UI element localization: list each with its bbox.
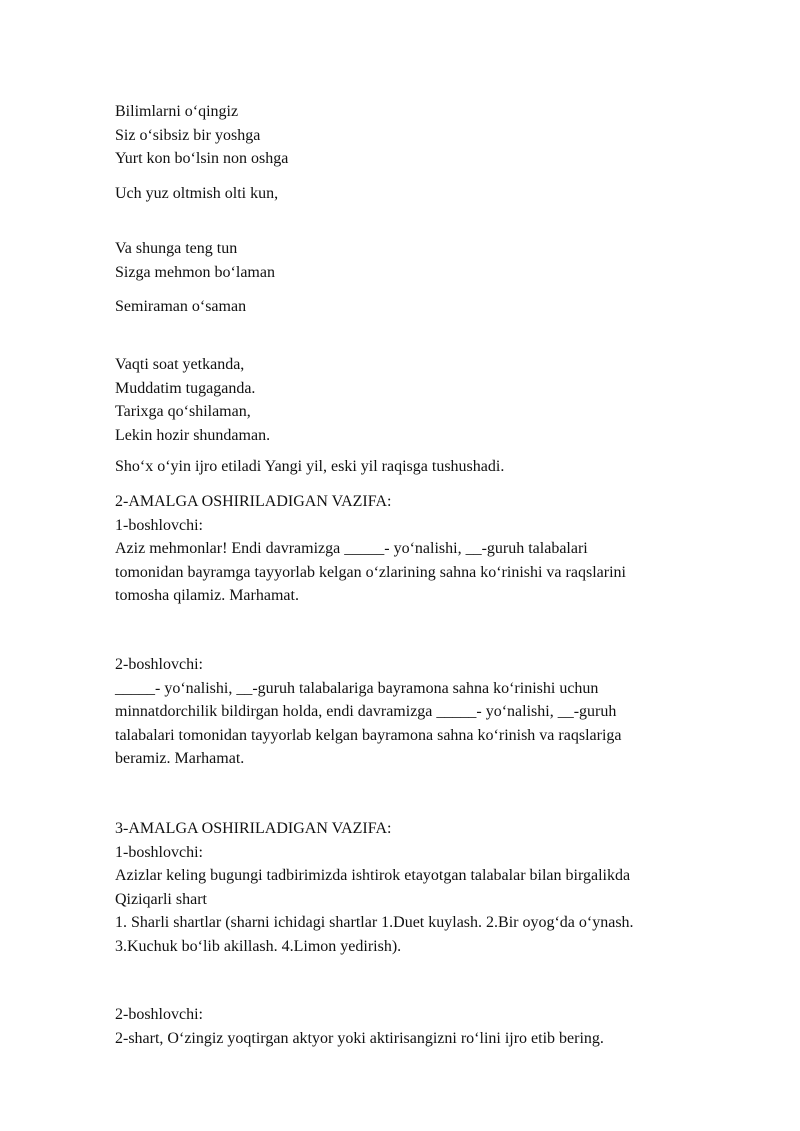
poem-line-semiraman	[115, 295, 735, 319]
task-heading: 3-AMALGA OSHIRILADIGAN VAZIFA:	[115, 820, 392, 837]
poem-line-uch	[115, 182, 735, 206]
narration-text: Sho‘x o‘yin ijro etiladi Yangi yil, eski yil raqisga tushushadi.	[115, 458, 505, 475]
host-text-line: beramiz. Marhamat.	[115, 750, 245, 767]
host-label: 2-boshlovchi:	[115, 656, 203, 673]
poem-line: Vaqti soat yetkanda,	[115, 356, 245, 373]
poem-line: Semiraman o‘saman	[115, 298, 247, 315]
poem-line: Bilimlarni o‘qingiz	[115, 103, 239, 120]
poem-line: Siz o‘sibsiz bir yoshga	[115, 126, 261, 144]
poem-line: Tarixga qo‘shilaman,	[115, 403, 251, 420]
poem-stanza-2	[115, 237, 735, 284]
poem-line: Yurt kon bo‘lsin non oshga	[115, 150, 289, 167]
host-label: 1-boshlovchi:	[115, 516, 203, 534]
poem-line: Va shunga teng tun	[115, 240, 238, 257]
poem-stanza-1	[115, 100, 735, 171]
poem-stanza-3	[115, 353, 735, 447]
poem-line: Muddatim tugaganda.	[115, 379, 256, 397]
narration	[115, 455, 735, 479]
host-label: 2-boshlovchi:	[115, 1006, 203, 1023]
task-2-section	[115, 490, 735, 608]
host-text-line: Azizlar keling bugungi tadbirimizda ishtirok etayotgan talabalar bilan birgalikda	[115, 867, 631, 884]
host-label: 1-boshlovchi:	[115, 843, 203, 861]
host-text-line: talabalari tomonidan tayyorlab kelgan bayramona sahna ko‘rinish va raqslariga	[115, 726, 622, 744]
host-text-line: 1. Sharli shartlar (sharni ichidagi shartlar 1.Duet kuylash. 2.Bir oyog‘da o‘ynash.	[115, 914, 634, 931]
host-text-line: Qiziqarli shart	[115, 890, 207, 908]
host-text-line: tomosha qilamiz. Marhamat.	[115, 587, 299, 604]
poem-line: Sizga mehmon bo‘laman	[115, 263, 275, 281]
task-3-section	[115, 817, 735, 958]
host-text-line: tomonidan bayramga tayyorlab kelgan o‘zlarining sahna ko‘rinishi va raqslarini	[115, 563, 626, 581]
host-text-line: Aziz mehmonlar! Endi davramizga _____- yo‘nalishi, __-guruh talabalari	[115, 540, 588, 557]
task-heading: 2-AMALGA OSHIRILADIGAN VAZIFA:	[115, 493, 392, 510]
host-text-line: 2-shart, O‘zingiz yoqtirgan aktyor yoki aktirisangizni ro‘lini ijro etib bering.	[115, 1029, 604, 1047]
host-text-line: 3.Kuchuk bo‘lib akillash. 4.Limon yedirish).	[115, 937, 402, 955]
task-2-host-2	[115, 653, 735, 771]
host-text-line: _____- yo‘nalishi, __-guruh talabalariga bayramona sahna ko‘rinishi uchun	[115, 679, 599, 697]
host-text-line: minnatdorchilik bildirgan holda, endi davramizga _____- yo‘nalishi, __-guruh	[115, 703, 617, 720]
poem-line: Uch yuz oltmish olti kun,	[115, 185, 279, 202]
poem-line: Lekin hozir shundaman.	[115, 426, 271, 444]
task-3-host-2	[115, 1003, 735, 1050]
